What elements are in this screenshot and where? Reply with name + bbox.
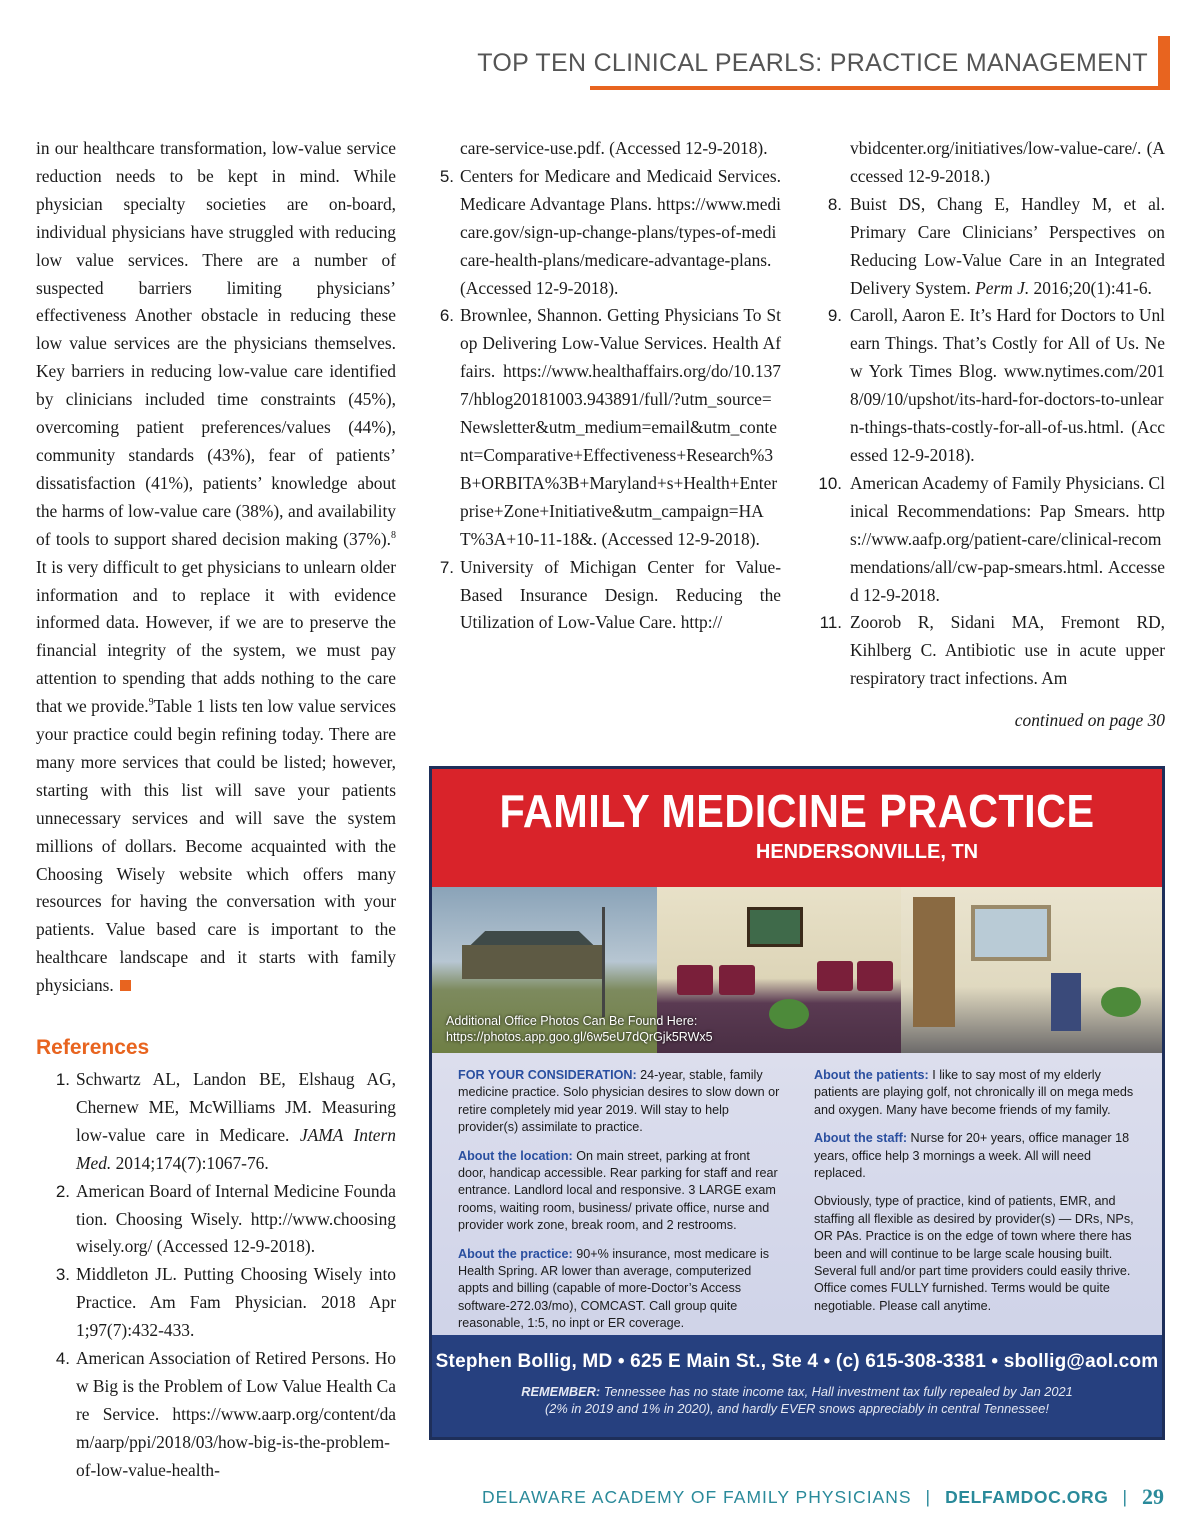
brochure-rack: [1051, 973, 1081, 1031]
ad-contact-bar: [432, 1335, 1162, 1437]
ad-details-left: [458, 1067, 780, 1344]
waiting-chair: [817, 961, 853, 991]
reference-text: Brownlee, Shannon. Getting Physicians To Stop Delivering Low-Value Services. Health Affairs. https://www.healthaffairs.org/do/10.1377/hblog20181003.943891/full/?utm_source=Newsletter&utm_medium=email&utm_content=Comparative+Effectiveness+Research%3B+ORBITA%3B+Maryland+s+Health+Enterprise+Zone+Initiative&utm_campaign=HAT%3A+10-11-18&. (Accessed 12-9-2018).: [460, 305, 781, 549]
practice-advertisement: [429, 766, 1165, 1440]
page-footer: [482, 1484, 1164, 1510]
reference-item: [436, 302, 781, 553]
citation-9: 9: [148, 697, 154, 709]
photo-caption-line: Additional Office Photos Can Be Found Here:: [446, 1014, 698, 1028]
reception-photo: [901, 887, 1162, 1053]
reference-number: 11.: [819, 613, 842, 633]
reference-number: 4.: [55, 1349, 70, 1369]
ad-subtitle: HENDERSONVILLE, TN: [755, 841, 979, 863]
body-paragraph: [36, 135, 396, 1000]
contact-line[interactable]: Stephen Bollig, MD • 625 E Main St., Ste 4 • (c) 615-308-3381 • sbollig@aol.com: [435, 1351, 1159, 1372]
terms-block: Obviously, type of practice, kind of patients, EMR, and staffing all flexible as desired by provider(s) — DRs, NPs, OR PAs. Practice is on the edge of town where there has been and will continue to be large scale housing built. Several full and/or part time providers could easily thrive. Office comes FULLY furnished. Terms would be quite negotiable. Please call anytime.: [814, 1194, 1134, 1313]
reference-item: [436, 163, 781, 303]
office-door: [913, 897, 955, 1027]
reference-item: [36, 1178, 396, 1262]
ad-details: [432, 1053, 1162, 1344]
column-1: [36, 135, 396, 1485]
references-heading: References: [36, 1036, 150, 1060]
reference-text: Caroll, Aaron E. It’s Hard for Doctors to Unlearn Things. That’s Costly for All of Us. New York Times Blog. www.nytimes.com/2018/09/10/upshot/its-hard-for-doctors-to-unlearn-things-thats-costly-for-all-of-us.html. (Accessed 12-9-2018).: [850, 305, 1165, 465]
remember-line-2: (2% in 2019 and 1% in 2020), and hardly EVER snows appreciably in central Tennessee!: [545, 1401, 1049, 1416]
reception-window: [971, 905, 1051, 961]
reference-number: 7.: [439, 557, 454, 577]
reference-number: 3.: [55, 1265, 70, 1285]
column-3: [812, 135, 1165, 735]
waiting-chair: [857, 961, 893, 991]
footer-website-link[interactable]: DELFAMDOC.ORG: [945, 1486, 1109, 1507]
reference-text: Centers for Medicare and Medicaid Services. Medicare Advantage Plans. https://www.medicare.gov/sign-up-change-plans/types-of-medicare-health-plans/medicare-advantage-plans. (Accessed 12-9-2018).: [460, 165, 781, 298]
ad-banner: [432, 769, 1162, 887]
reference-item: [36, 1261, 396, 1345]
reference-text: American Association of Retired Persons. How Big is the Problem of Low Value Health Care Service. https://www.aarp.org/content/dam/aarp/ppi/2018/03/how-big-is-the-problem-of-low-value-health-: [76, 1348, 396, 1480]
body-text-a: in our healthcare transformation, low-value service reduction needs to be kept in mind. While physician specialty societies are on-board, individual physicians have struggled with reducing low value services. There are a number of suspected barriers limiting physicians’ effectiveness Another obstacle in reducing these low value services are the physicians themselves. Key barriers in reducing low-value care identified by clinicians included time constraints (45%), overcoming patient preferences/values (44%), community standards (43%), fear of patients’ dissatisfaction (41%), patients’ knowledge about the harms of low-value care (38%), and availability of tools to support shared decision making (37%).: [36, 138, 396, 549]
section-title: TOP TEN CLINICAL PEARLS: PRACTICE MANAGEMENT: [477, 48, 1148, 77]
header-accent-bar: [1158, 36, 1170, 90]
reference-text: University of Michigan Center for Value-Based Insurance Design. Reducing the Utilization of Low-Value Care. http://: [460, 556, 781, 633]
wall-painting: [747, 907, 803, 947]
photo-link[interactable]: https://photos.app.goo.gl/6w5eU7dQrGjk5RWx5: [446, 1030, 713, 1044]
potted-plant: [1101, 987, 1141, 1017]
citation-8: 8: [391, 529, 396, 541]
reference-item: [436, 554, 781, 638]
continued-note: continued on page 30: [1014, 710, 1165, 731]
reference-number: 2.: [55, 1181, 70, 1201]
reference-number: 6.: [439, 306, 454, 326]
waiting-chair: [719, 965, 755, 995]
reference-list: [812, 191, 1165, 693]
remember-label: REMEMBER:: [521, 1384, 601, 1399]
reference-number: 10.: [818, 473, 842, 493]
reference-text: Buist DS, Chang E, Handley M, et al. Primary Care Clinicians’ Perspectives on Reducing Low-Value Care in an Integrated Delivery System. Perm J. 2016;20(1):41-6.: [850, 193, 1165, 298]
potted-plant: [769, 999, 809, 1029]
photo-caption: [446, 1013, 713, 1045]
reference-number: 1.: [55, 1070, 70, 1089]
reference-text: Schwartz AL, Landon BE, Elshaug AG, Chernew ME, McWilliams JM. Measuring low-value care in Medicare. JAMA Intern Med. 2014;174(7):1067-76.: [76, 1069, 396, 1173]
reference-item: [812, 302, 1165, 469]
location-block: About the location: On main street, parking at front door, handicap accessible. Rear parking for staff and rear entrance. Landlord local and responsive. 3 LARGE exam rooms, waiting room, business/ private office, nurse and provider work zone, break room, and 2 restrooms.: [458, 1148, 778, 1233]
consideration-block: FOR YOUR CONSIDERATION: 24-year, stable, family medicine practice. Solo physician desires to slow down or retire completely mid year 2019. Will stay to help provider(s) assimilate to practice.: [458, 1068, 780, 1135]
practice-block: About the practice: 90+% insurance, most medicare is Health Spring. AR lower than average, computerized appts and billing (capable of more-Doctor’s Access software-272.03/mo), COMCAST. Call group quite reasonable, 1:5, no inpt or ER coverage.: [458, 1246, 770, 1331]
reference-number: 9.: [827, 306, 842, 326]
reference-number: 8.: [827, 194, 842, 214]
body-text-c: Table 1 lists ten low value services your practice could begin refining today. There are many more services that could be listed; however, starting with this list will save your patients unnecessary services and will save the system millions of dollars. Become acquainted with the Choosing Wisely website which offers many resources for having the conversation with your patients. Value based care is important to the healthcare landscape and it starts with family physicians.: [36, 696, 396, 996]
reference-text: Zoorob R, Sidani MA, Fremont RD, Kihlberg C. Antibiotic use in acute upper respiratory tract infections. Am: [850, 612, 1165, 689]
building: [462, 945, 602, 979]
footer-separator: |: [1122, 1486, 1128, 1507]
reference-item: [812, 191, 1165, 303]
reference-text: American Academy of Family Physicians. Clinical Recommendations: Pap Smears. https://www.aafp.org/patient-care/clinical-recommendations/all/cw-pap-smears.html. Accessed 12-9-2018.: [850, 472, 1165, 605]
ad-photo-strip: [432, 887, 1162, 1053]
reference-number: 5.: [439, 166, 454, 186]
reference-continuation: vbidcenter.org/initiatives/low-value-care/. (Accessed 12-9-2018.): [850, 138, 1165, 186]
location-label: About the location:: [458, 1148, 573, 1163]
ad-details-right: [814, 1067, 1136, 1344]
header-rule: [590, 86, 1165, 90]
reference-list: [436, 163, 781, 637]
practice-label: About the practice:: [458, 1246, 573, 1261]
waiting-chair: [677, 965, 713, 995]
reference-item: [36, 1345, 396, 1485]
staff-label: About the staff:: [814, 1131, 908, 1146]
page-number: 29: [1142, 1484, 1164, 1509]
running-header: [477, 36, 1170, 90]
footer-separator: |: [925, 1486, 932, 1507]
reference-item: [36, 1066, 396, 1178]
footer-org: DELAWARE ACADEMY OF FAMILY PHYSICIANS: [481, 1486, 912, 1507]
patients-label: About the patients:: [814, 1068, 929, 1082]
remember-note: REMEMBER: Tennessee has no state income tax, Hall investment tax fully repealed by Jan 2021 (2% in 2019 and 1% in 2020), and hardly EVER snows appreciably in central Tennessee!: [432, 1383, 1162, 1417]
reference-item: [812, 470, 1165, 610]
reference-text: American Board of Internal Medicine Foundation. Choosing Wisely. http://www.choosingwisely.org/ (Accessed 12-9-2018).: [76, 1180, 396, 1257]
reference-list: [36, 1066, 396, 1485]
consideration-label: FOR YOUR CONSIDERATION:: [458, 1068, 637, 1082]
reference-item: [812, 609, 1165, 693]
column-2: [436, 135, 781, 637]
end-of-article-mark: [120, 980, 131, 991]
ad-title: FAMILY MEDICINE PRACTICE: [499, 785, 1095, 837]
reference-continuation: care-service-use.pdf. (Accessed 12-9-2018).: [460, 138, 768, 158]
body-text-b: It is very difficult to get physicians to unlearn older information and to replace it with evidence informed data. However, if we are to preserve the financial integrity of the system, we must pay attention to spending that adds nothing to the care that we provide.: [36, 556, 396, 717]
patients-block: About the patients: I like to say most of my elderly patients are playing golf, not chronically ill on mega meds and oxygen. Many have become friends of my family.: [814, 1068, 1134, 1117]
utility-pole: [602, 907, 605, 1017]
reference-text: Middleton JL. Putting Choosing Wisely into Practice. Am Fam Physician. 2018 Apr 1;97(7):432-433.: [76, 1264, 396, 1341]
staff-block: About the staff: Nurse for 20+ years, office manager 18 years, office help 3 mornings a week. All will need replaced.: [814, 1131, 1130, 1181]
